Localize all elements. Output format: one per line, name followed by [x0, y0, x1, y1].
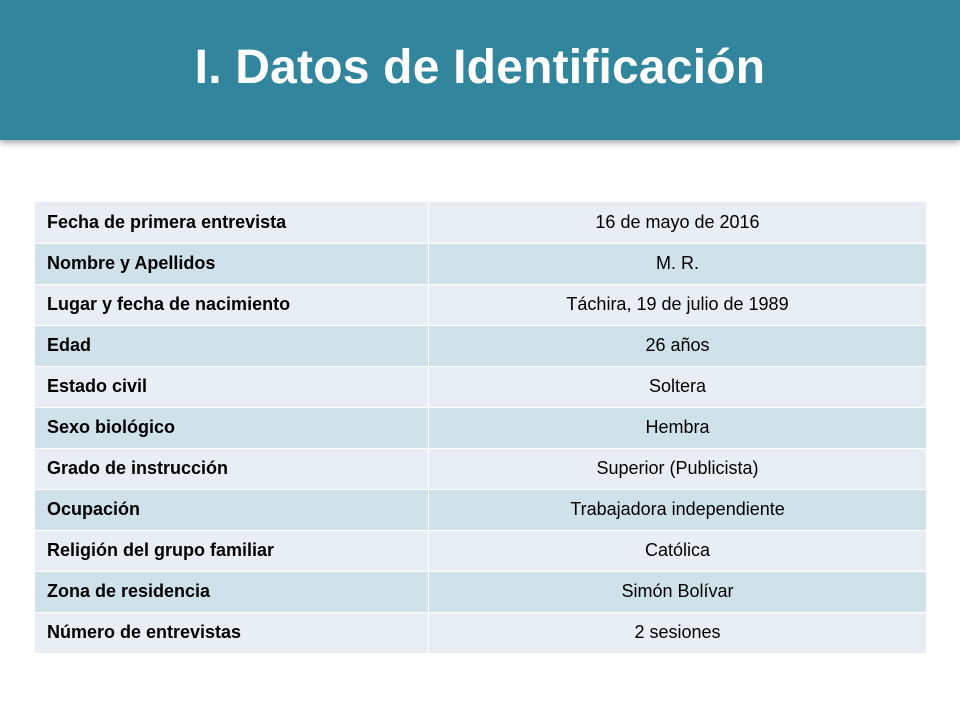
table-row: [35, 530, 927, 571]
row-value: Superior (Publicista): [429, 448, 927, 489]
row-value: 26 años: [429, 325, 927, 366]
row-label: Ocupación: [35, 489, 429, 530]
table-row: [35, 571, 927, 612]
row-label: Fecha de primera entrevista: [35, 202, 429, 243]
row-value: Simón Bolívar: [429, 571, 927, 612]
row-label: Estado civil: [35, 366, 429, 407]
title-bar: [0, 0, 960, 140]
row-label: Grado de instrucción: [35, 448, 429, 489]
row-value: Táchira, 19 de julio de 1989: [429, 284, 927, 325]
table-row: [35, 202, 927, 243]
row-label: Número de entrevistas: [35, 612, 429, 653]
row-label: Edad: [35, 325, 429, 366]
table-row: [35, 489, 927, 530]
identification-table-container: [34, 202, 926, 653]
table-row: [35, 612, 927, 653]
row-value: Soltera: [429, 366, 927, 407]
table-row: [35, 448, 927, 489]
row-value: M. R.: [429, 243, 927, 284]
table-row: [35, 284, 927, 325]
table-row: [35, 407, 927, 448]
row-label: Lugar y fecha de nacimiento: [35, 284, 429, 325]
row-value: Hembra: [429, 407, 927, 448]
row-value: Trabajadora independiente: [429, 489, 927, 530]
table-row: [35, 243, 927, 284]
row-label: Sexo biológico: [35, 407, 429, 448]
table-row: [35, 366, 927, 407]
identification-table: [34, 202, 927, 653]
row-label: Nombre y Apellidos: [35, 243, 429, 284]
row-value: Católica: [429, 530, 927, 571]
row-value: 2 sesiones: [429, 612, 927, 653]
table-row: [35, 325, 927, 366]
row-value: 16 de mayo de 2016: [429, 202, 927, 243]
page-title: I. Datos de Identificación: [194, 41, 766, 94]
row-label: Zona de residencia: [35, 571, 429, 612]
row-label: Religión del grupo familiar: [35, 530, 429, 571]
